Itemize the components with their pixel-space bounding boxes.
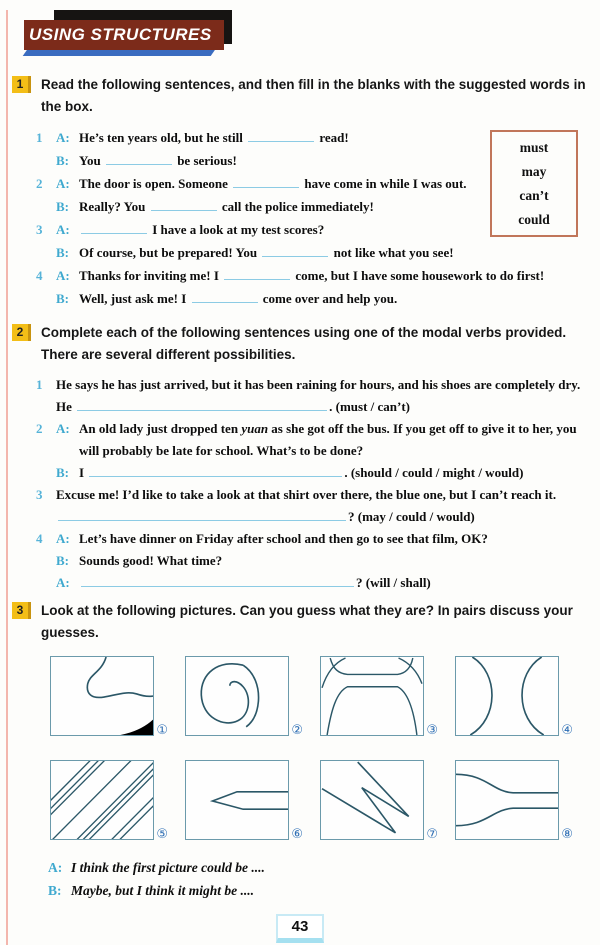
sentence-text: be serious!: [173, 153, 237, 168]
picture-2-loop-curve: [185, 656, 303, 738]
speaker-label: B:: [56, 199, 69, 214]
fill-in-blank: [81, 574, 354, 587]
sentence-line: [36, 418, 590, 440]
picture-5-diagonal-stripes: [50, 760, 168, 842]
sentence-line: [36, 462, 590, 484]
sentence-text: The door is open. Someone: [79, 176, 232, 191]
speaker-label: A:: [56, 176, 70, 191]
sentence-text: ? (may / could / would): [348, 509, 475, 524]
item-number: 4: [36, 268, 43, 283]
speaker-label: A:: [56, 421, 70, 436]
sentence-text: He’s ten years old, but he still: [79, 130, 247, 145]
page-header-banner: [12, 10, 244, 58]
sentence-line: [36, 528, 590, 550]
speaker-label: B:: [56, 553, 69, 568]
sentence-text: read!: [316, 130, 349, 145]
sentence-text: Really? You: [79, 199, 149, 214]
exercise-1-header: [12, 74, 590, 118]
fill-in-blank: [224, 267, 290, 280]
sentence-text: come over and help you.: [259, 291, 398, 306]
sentence-line: [36, 440, 590, 462]
picture-7-label: ⑦: [426, 827, 438, 842]
sentence-text: ? (will / shall): [356, 575, 431, 590]
picture-7-zigzag-needles: [320, 760, 438, 842]
fill-in-blank: [192, 290, 258, 303]
exercise-2-sentences: [36, 374, 590, 594]
picture-5-label: ⑤: [156, 827, 168, 842]
picture-1-label: ①: [156, 723, 168, 738]
picture-4-label: ④: [561, 723, 573, 738]
fill-in-blank: [233, 175, 299, 188]
fill-in-blank: [77, 398, 327, 411]
page-title: USING STRUCTURES: [29, 25, 212, 44]
sentence-text: You: [79, 153, 104, 168]
speaker-label: A:: [56, 268, 70, 283]
dialogue-text: Maybe, but I think it might be ....: [71, 883, 255, 898]
sentence-line: [36, 550, 590, 572]
speaker-label: B:: [48, 883, 62, 898]
picture-grid: [50, 656, 573, 842]
speaker-label: A:: [56, 575, 70, 590]
exercise-1-instruction: Read the following sentences, and then fill in the blanks with the suggested words in the box.: [41, 77, 586, 114]
sentence-text: I have a look at my test scores?: [149, 222, 325, 237]
item-number: 4: [36, 531, 43, 546]
exercise-3-number-badge: 3: [12, 602, 31, 619]
speaker-label: A:: [56, 130, 70, 145]
item-number: 3: [36, 487, 43, 502]
exercise-3-instruction: Look at the following pictures. Can you guess what they are? In pairs discuss your guesses.: [41, 603, 573, 640]
item-number: 3: [36, 222, 43, 237]
item-number: 1: [36, 130, 43, 145]
picture-6-label: ⑥: [291, 827, 303, 842]
sentence-text: will probably be late for school. What’s to be done?: [79, 443, 364, 458]
sentence-text: have come in while I was out.: [301, 176, 467, 191]
dialogue-text: I think the first picture could be ....: [71, 860, 265, 875]
fill-in-blank: [81, 221, 147, 234]
speaker-label: A:: [56, 222, 70, 237]
suggested-word: can’t: [519, 187, 549, 203]
exercise-2-section: [12, 322, 590, 594]
picture-6-pencil-point: [185, 760, 303, 842]
sentence-text: Excuse me! I’d like to take a look at that shirt over there, the blue one, but I can’t reach it.: [56, 487, 557, 502]
sentence-text: He says he has just arrived, but it has been raining for hours, and his shoes are completely dry.: [56, 377, 581, 392]
sentence-text: Sounds good! What time?: [79, 553, 223, 568]
picture-4-facing-arcs: [455, 656, 573, 738]
sentence-line: [36, 241, 590, 264]
sentence-line: [36, 264, 590, 287]
speaker-label: A:: [56, 531, 70, 546]
fill-in-blank: [58, 508, 346, 521]
sentence-text: . (must / can’t): [329, 399, 411, 414]
speaker-label: B:: [56, 465, 69, 480]
exercise-2-number-badge: 2: [12, 324, 31, 341]
sentence-text: . (should / could / might / would): [344, 465, 524, 480]
fill-in-blank: [151, 198, 217, 211]
suggested-word: could: [518, 211, 550, 227]
sentence-line: [36, 506, 590, 528]
suggested-word: may: [521, 163, 547, 179]
sentence-text: Thanks for inviting me! I: [79, 268, 223, 283]
exercise-3-header: [12, 600, 590, 644]
item-number: 1: [36, 377, 43, 392]
suggested-word: must: [519, 139, 549, 155]
example-dialogue: [48, 856, 590, 902]
sentence-text: Well, just ask me! I: [79, 291, 190, 306]
fill-in-blank: [248, 129, 314, 142]
picture-8-label: ⑧: [561, 827, 573, 842]
item-number: 2: [36, 176, 43, 191]
picture-3-arch-table: [320, 656, 438, 738]
fill-in-blank: [106, 152, 172, 165]
page-left-margin-line: [6, 10, 8, 945]
sentence-text: not like what you see!: [330, 245, 454, 260]
sentence-text: I: [79, 465, 88, 480]
sentence-text: yuan: [241, 421, 269, 436]
sentence-text: as she got off the bus. If you get off to give it to her, you: [268, 421, 577, 436]
fill-in-blank: [262, 244, 328, 257]
sentence-line: [36, 396, 590, 418]
exercise-2-header: [12, 322, 590, 366]
sentence-line: [36, 287, 590, 310]
page-number: 43: [276, 914, 324, 943]
item-number: 2: [36, 421, 43, 436]
sentence-text: An old lady just dropped ten: [79, 421, 242, 436]
sentence-line: [36, 572, 590, 594]
exercise-1-number-badge: 1: [12, 76, 31, 93]
exercise-1-section: [12, 74, 590, 310]
dialogue-line: [48, 879, 590, 902]
picture-8-narrowing-pipe: [455, 760, 573, 842]
speaker-label: B:: [56, 153, 69, 168]
picture-3-label: ③: [426, 723, 438, 738]
banner-red-layer: [24, 20, 224, 50]
speaker-label: B:: [56, 291, 69, 306]
exercise-3-section: [12, 600, 590, 902]
sentence-line: [36, 484, 590, 506]
dialogue-line: [48, 856, 590, 879]
speaker-label: A:: [48, 860, 63, 875]
suggested-words-box: [490, 130, 578, 237]
fill-in-blank: [89, 464, 342, 477]
picture-2-label: ②: [291, 723, 303, 738]
picture-1-curve-with-black-corner: [50, 656, 168, 738]
sentence-text: come, but I have some housework to do first!: [292, 268, 545, 283]
exercise-2-instruction: Complete each of the following sentences using one of the modal verbs provided. There are several different possibilities.: [41, 325, 567, 362]
sentence-text: He: [56, 399, 76, 414]
sentence-text: Of course, but be prepared! You: [79, 245, 261, 260]
sentence-text: call the police immediately!: [218, 199, 374, 214]
sentence-text: Let’s have dinner on Friday after school and then go to see that film, OK?: [79, 531, 488, 546]
speaker-label: B:: [56, 245, 69, 260]
sentence-line: [36, 374, 590, 396]
